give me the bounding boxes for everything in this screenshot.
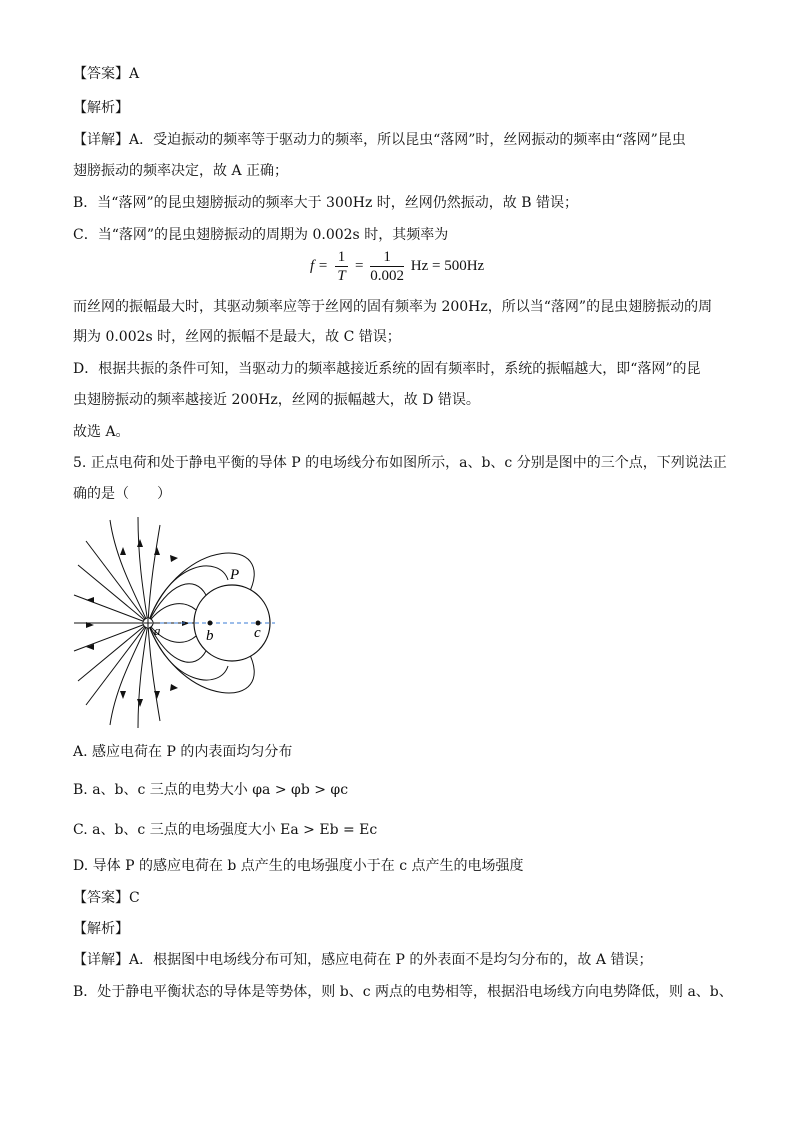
q5-option-a: A. 感应电荷在 P 的内表面均匀分布 [73,744,293,760]
q4-option-b-explanation: B．当“落网”的昆虫翅膀振动的频率大于 300Hz 时，丝网仍然振动，故 B 错误； [73,195,578,211]
q5-detail-line-1: 【详解】A．根据图中电场线分布可知，感应电荷在 P 的外表面不是均匀分布的，故 A 错误； [73,952,653,968]
q5-answer: 【答案】C [73,890,140,906]
fraction-1-denominator: T [337,268,346,284]
q4-d-line-1: D．根据共振的条件可知，当驱动力的频率越接近系统的固有频率时，系统的振幅越大，即“落网”的昆 [73,361,701,377]
q4-detail-line-2: 翅膀振动的频率决定，故 A 正确； [73,163,289,179]
frequency-formula [310,248,484,285]
q5-stem-line-1: 5. 正点电荷和处于静电平衡的导体 P 的电场线分布如图所示，a、b、c 分别是图中的三个点，下列说法正 [73,455,727,471]
q4-choose: 故选 A。 [73,424,130,440]
fraction-1-numerator: 1 [335,248,349,267]
fraction-2-denominator: 0.002 [370,268,405,284]
q5-detail-line-2: B．处于静电平衡状态的导体是等势体，则 b、c 两点的电势相等，根据沿电场线方向电势降低，则 a、b、 [73,984,733,1000]
q4-option-c-explanation: C．当“落网”的昆虫翅膀振动的周期为 0.002s 时，其频率为 [73,227,449,243]
q5-option-b: B. a、b、c 三点的电势大小 φa > φb > φc [73,782,349,798]
q4-d-line-2: 虫翅膀振动的频率越接近 200Hz，丝网的振幅越大，故 D 错误。 [73,392,480,408]
electric-field-figure [70,515,280,730]
label-b: b [206,628,214,644]
label-P: P [230,567,240,583]
point-b [208,621,213,626]
q4-c-line-2: 而丝网的振幅最大时，其驱动频率应等于丝网的固有频率为 200Hz，所以当“落网”的昆虫翅膀振动的周 [73,299,713,315]
q4-answer: 【答案】A [73,66,140,82]
formula-equals: = [355,257,364,274]
label-a: a [154,623,161,638]
fraction-2-numerator: 1 [370,248,404,267]
q4-c-line-3: 期为 0.002s 时，丝网的振幅不是最大，故 C 错误； [73,329,401,345]
fraction-1-over-T [335,248,349,285]
fraction-1-over-0002 [370,248,404,285]
formula-rhs: Hz = 500Hz [410,257,485,274]
formula-lhs: f = [310,257,329,274]
q5-stem-line-2: 确的是（ ） [73,486,171,502]
q4-detail-line-1: 【详解】A．受迫振动的频率等于驱动力的频率，所以昆虫“落网”时，丝网振动的频率由“落网”昆虫 [73,132,686,148]
q5-option-d: D. 导体 P 的感应电荷在 b 点产生的电场强度小于在 c 点产生的电场强度 [73,858,524,874]
label-c: c [254,625,261,641]
q4-analysis-heading: 【解析】 [73,100,129,116]
q5-option-c: C. a、b、c 三点的电场强度大小 Ea > Eb = Ec [73,822,378,838]
q5-analysis-heading: 【解析】 [73,921,129,937]
